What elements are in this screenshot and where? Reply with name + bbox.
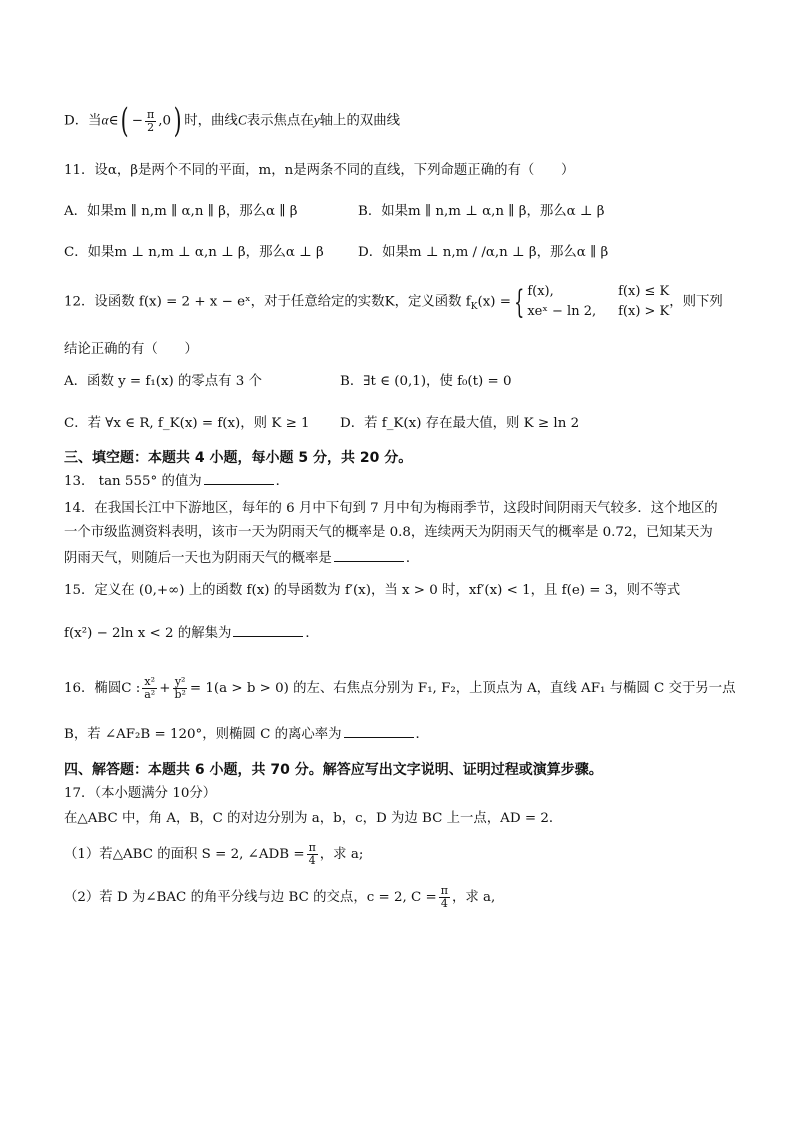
fraction: $\frac{\text{x²}}{\text{a²}}$ xyxy=(144,675,156,701)
fraction: $\frac{\pi}{4}$ xyxy=(308,841,316,867)
section-4-heading: 四、解答题：本题共 6 小题，共 70 分。解答应写出文字说明、证明过程或演算步骤。 xyxy=(64,762,603,778)
q16-line-1: 16．椭圆C : $\frac{\text{x²}}{\text{a²}}$ + $\frac{\text{y²}}{\text{b²}}$ = 1(a > b > 0) 的左、右焦点分别为 F₁, F₂，上顶点为 A，直线 AF₁ 与椭圆 C 交于另一点 xyxy=(64,675,736,701)
option-d-line: D．当α∈( − $\frac{\pi}{2}$ ,0) 时，曲线C表示焦点在y轴上的双曲线 xyxy=(64,101,401,141)
answer-blank xyxy=(233,624,303,637)
left-brace: { xyxy=(514,283,525,321)
q12-option-d: D．若 f_K(x) 存在最大值，则 K ≥ ln 2 xyxy=(340,416,580,431)
q13-line: 13． tan 555° 的值为 ． xyxy=(64,474,290,489)
piecewise-cases: f(x), f(x) ≤ K xeˣ − ln 2, f(x) > K xyxy=(527,284,670,319)
q14-line-2: 一个市级监测资料表明，该市一天为阴雨天气的概率是 0.8，连续两天为阴雨天气的概率是 0.72，已知某天为 xyxy=(64,525,713,540)
q12-stem-cont: 结论正确的有（ ） xyxy=(64,342,198,357)
q15-line-1: 15．定义在 (0,+∞) 上的函数 f(x) 的导函数为 f′(x)，当 x > 0 时，xf′(x) < 1，且 f(e) = 3，则不等式 xyxy=(64,583,681,598)
answer-blank xyxy=(204,472,274,485)
q15-line-2: f(x²) − 2ln x < 2 的解集为 ． xyxy=(64,626,319,641)
left-paren: ( xyxy=(121,101,130,141)
q11-option-c: C．如果m ⊥ n,m ⊥ α,n ⊥ β，那么α ⊥ β xyxy=(64,245,324,260)
q14-line-1: 14．在我国长江中下游地区，每年的 6 月中下旬到 7 月中旬为梅雨季节，这段时间阴雨天气较多．这个地区的 xyxy=(64,501,718,516)
q12-stem: 12．设函数 f(x) = 2 + x − eˣ，对于任意给定的实数K，定义函数 $f_K(x)$ ={ f(x), f(x) ≤ K xeˣ − ln 2, f(x) > K ，则下列 xyxy=(64,283,723,321)
q17-part-1: （1）若△ABC 的面积 S = 2, ∠ADB = $\frac{\pi}{4}$ ，求 a; xyxy=(64,841,364,867)
q17-heading: 17．（本小题满分 10分） xyxy=(64,786,217,801)
q14-line-3: 阴雨天气，则随后一天也为阴雨天气的概率是 ． xyxy=(64,551,420,566)
q12-option-b: B．∃t ∈ (0,1)，使 f₀(t) = 0 xyxy=(340,374,512,389)
answer-blank xyxy=(334,549,404,562)
q11-option-d: D．如果m ⊥ n,m / /α,n ⊥ β，那么α ∥ β xyxy=(358,245,609,260)
answer-blank xyxy=(344,725,414,738)
fraction: $\frac{\pi}{4}$ xyxy=(440,884,448,910)
q12-option-c: C．若 ∀x ∈ R, f_K(x) = f(x)，则 K ≥ 1 xyxy=(64,416,310,431)
q17-part-2: （2）若 D 为∠BAC 的角平分线与边 BC 的交点，c = 2, C = $\frac{\pi}{4}$ ，求 a, xyxy=(64,884,496,910)
q17-stem: 在△ABC 中，角 A，B，C 的对边分别为 a，b，c，D 为边 BC 上一点，AD = 2． xyxy=(64,811,563,826)
q11-stem: 11．设α，β是两个不同的平面，m，n是两条不同的直线，下列命题正确的有（ ） xyxy=(64,163,575,178)
section-3-heading: 三、填空题：本题共 4 小题，每小题 5 分，共 20 分。 xyxy=(64,450,413,466)
right-paren: ) xyxy=(173,101,182,141)
q11-option-a: A．如果m ∥ n,m ∥ α,n ∥ β，那么α ∥ β xyxy=(64,204,298,219)
fraction: $\frac{\text{y²}}{\text{b²}}$ xyxy=(174,675,186,701)
q11-option-b: B．如果m ∥ n,m ⊥ α,n ∥ β，那么α ⊥ β xyxy=(358,204,605,219)
q12-option-a: A．函数 y = f₁(x) 的零点有 3 个 xyxy=(64,374,262,389)
fraction: $\frac{\pi}{2}$ xyxy=(146,107,155,134)
q16-line-2: B，若 ∠AF₂B = 120°，则椭圆 C 的离心率为 ． xyxy=(64,727,429,742)
